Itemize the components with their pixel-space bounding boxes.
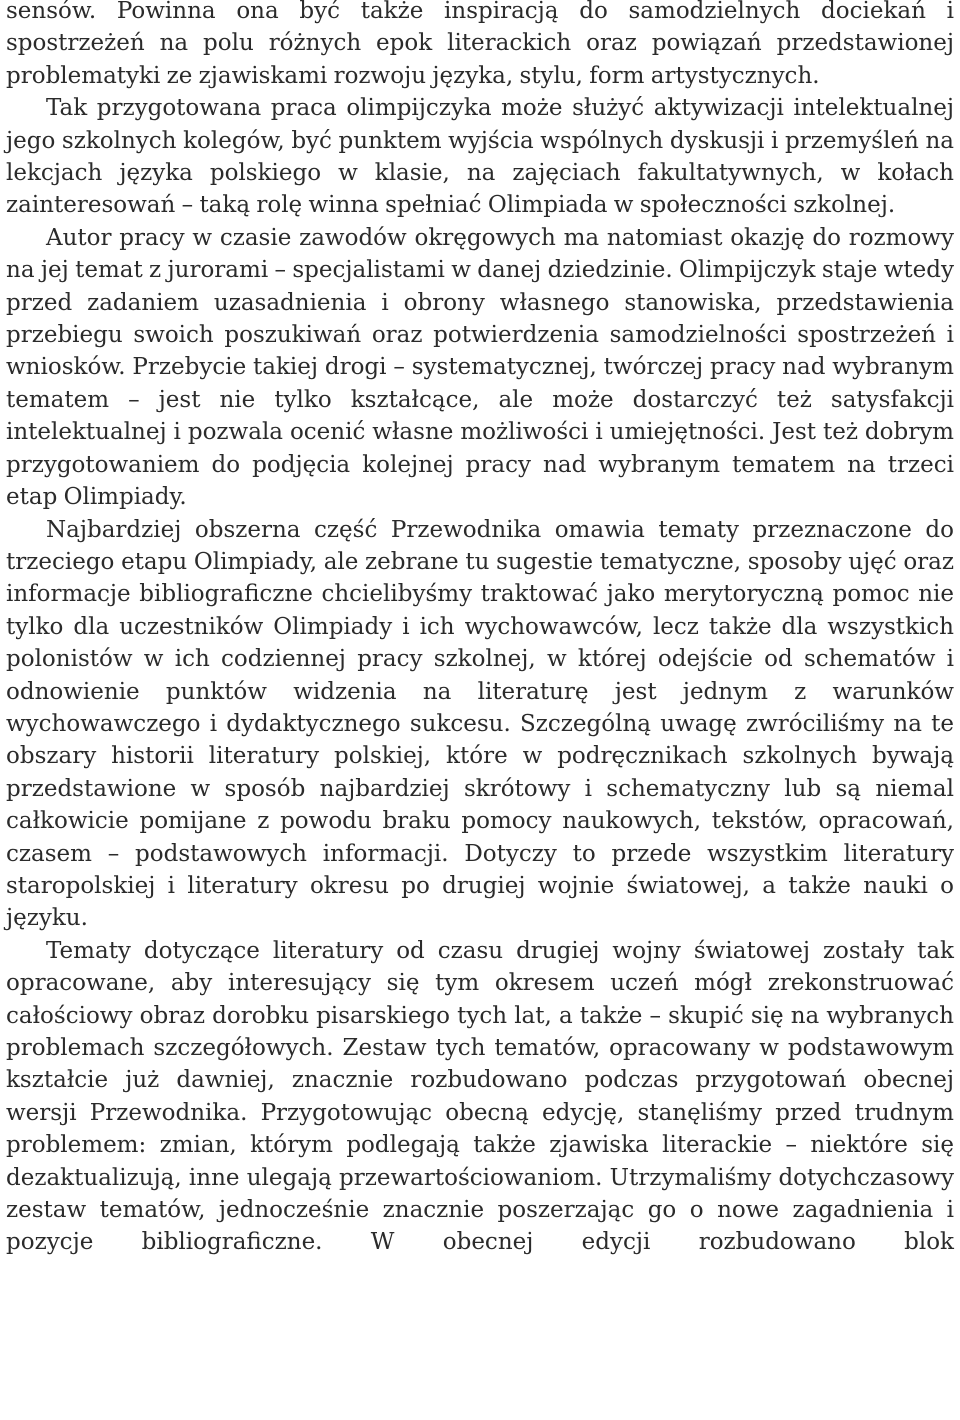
paragraph-5: Tematy dotyczące literatury od czasu drugiej wojny światowej zostały tak opracowane, aby interesujący się tym okresem uczeń mógł zrekonstruować całościowy obraz dorobku pisarskiego tych lat, a także – skupić się na wybranych problemach szczegółowych. Zestaw tych tematów, opracowany w podstawowym kształcie już dawniej, znacznie rozbudowano podczas przygotowań obecnej wersji Przewodnika. Przygotowując obecną edycję, stanęliśmy przed trudnym problemem: zmian, którym podlegają także zjawiska literackie – niektóre się dezaktualizują, inne ulegają przewartościowaniom. Utrzymaliśmy dotychczasowy zestaw tematów, jednocześnie znacznie poszerzając go o nowe zagadnienia i pozycje bibliograficzne. W obecnej edycji rozbudowano blok: [6, 937, 954, 1256]
paragraph-4: Najbardziej obszerna część Przewodnika omawia tematy przeznaczone do trzeciego etapu Olimpiady, ale zebrane tu sugestie tematyczne, sposoby ujęć oraz informacje bibliograficzne chcielibyśmy traktować jako merytoryczną pomoc nie tylko dla uczestników Olimpiady i ich wychowawców, lecz także dla wszystkich polonistów w ich codziennej pracy szkolnej, w której odejście od schematów i odnowienie punktów widzenia na literaturę jest jednym z warunków wychowawczego i dydaktycznego sukcesu. Szczególną uwagę zwróciliśmy na te obszary historii literatury polskiej, które w podręcznikach szkolnych bywają przedstawione w sposób najbardziej skrótowy i schematyczny lub są niemal całkowicie pomijane z powodu braku pomocy naukowych, tekstów, opracowań, czasem – podstawowych informacji. Dotyczy to przede wszystkim literatury staropolskiej i literatury okresu po drugiej wojnie światowej, a także nauki o języku.: [6, 516, 954, 932]
document-body: [6, 0, 954, 1259]
paragraph-2: Tak przygotowana praca olimpijczyka może służyć aktywizacji intelektualnej jego szkolnych kolegów, być punktem wyjścia wspólnych dyskusji i przemyśleń na lekcjach języka polskiego w klasie, na zajęciach fakultatywnych, w kołach zainteresowań – taką rolę winna spełniać Olimpiada w społeczności szkolnej.: [6, 95, 954, 219]
paragraph-1: sensów. Powinna ona być także inspiracją do samodzielnych dociekań i spostrzeżeń na polu różnych epok literackich oraz powiązań przedstawionej problematyki ze zjawiskami rozwoju języka, stylu, form artystycznych.: [6, 0, 954, 89]
paragraph-3: Autor pracy w czasie zawodów okręgowych ma natomiast okazję do rozmowy na jej temat z jurorami – specjalistami w danej dziedzinie. Olimpijczyk staje wtedy przed zadaniem uzasadnienia i obrony własnego stanowiska, przedstawienia przebiegu swoich poszukiwań oraz potwierdzenia samodzielności spostrzeżeń i wniosków. Przebycie takiej drogi – systematycznej, twórczej pracy nad wybranym tematem – jest nie tylko kształcące, ale może dostarczyć też satysfakcji intelektualnej i pozwala ocenić własne możliwości i umiejętności. Jest też dobrym przygotowaniem do podjęcia kolejnej pracy nad wybranym tematem na trzeci etap Olimpiady.: [6, 224, 954, 511]
